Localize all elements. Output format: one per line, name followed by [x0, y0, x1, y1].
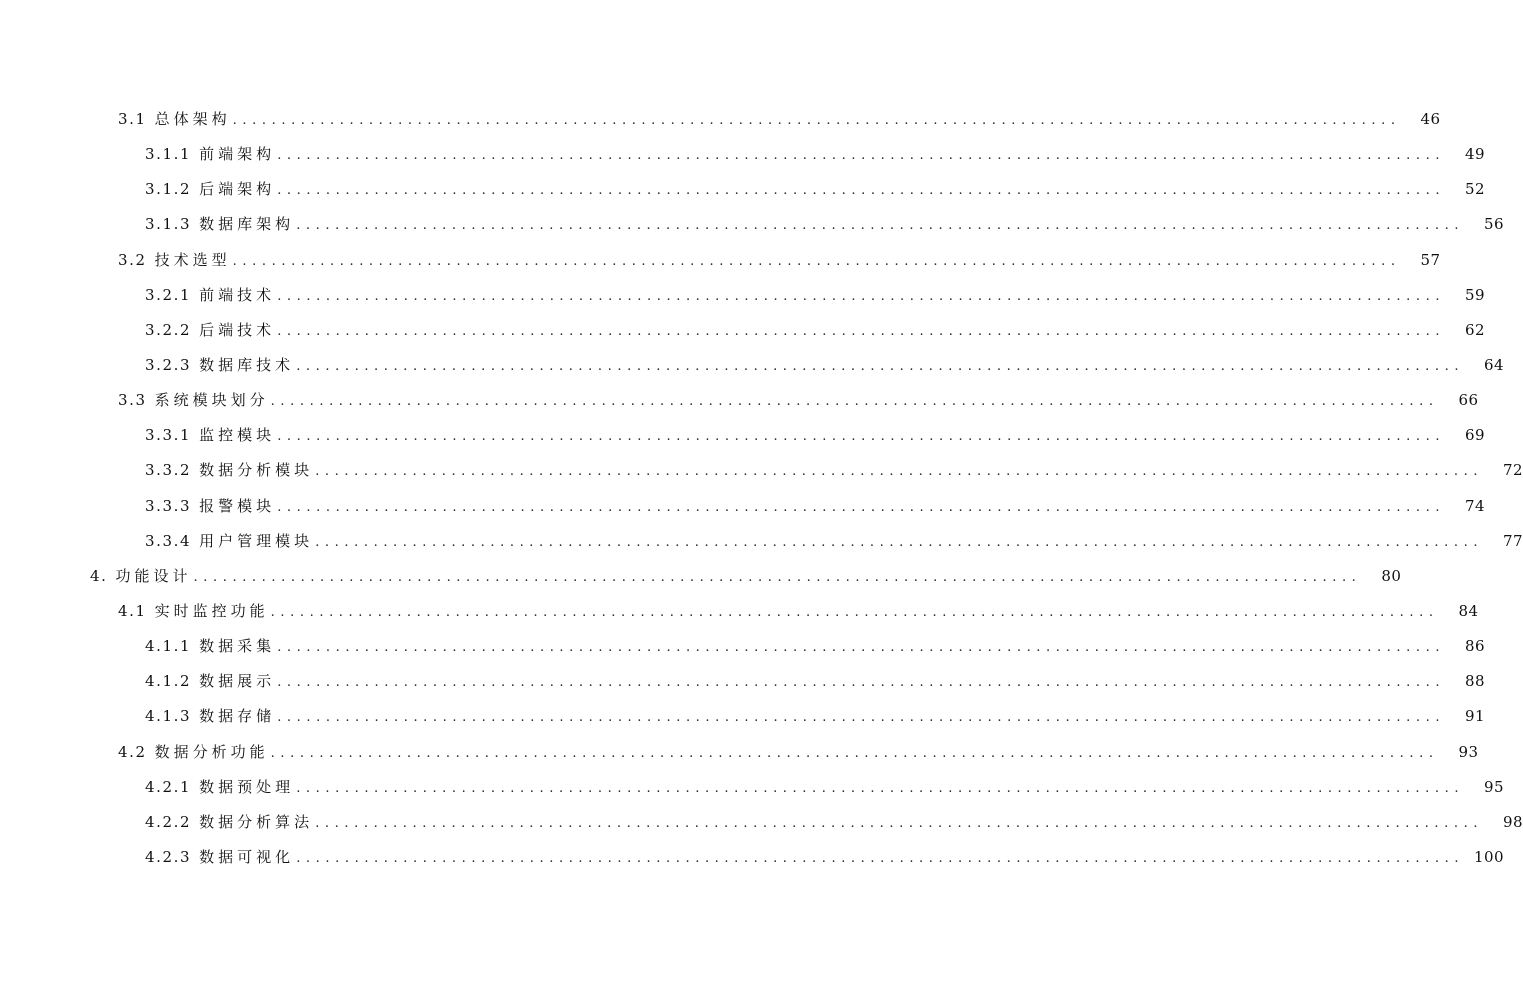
toc-dot-leader: ........................................................................................................................ [232, 113, 1401, 128]
toc-entry-page: 91 [1464, 707, 1486, 726]
toc-entry-number: 3.1.2 [145, 180, 192, 199]
toc-entry-number: 4.1.3 [145, 707, 192, 726]
toc-entry-4-1-2[interactable] [0, 670, 1486, 705]
toc-entry-number: 3.2 [118, 250, 147, 269]
toc-dot-leader: ........................................................................................................................ [232, 253, 1401, 269]
toc-entry-3-1[interactable] [0, 108, 1441, 143]
toc-entry-page: 84 [1458, 601, 1479, 620]
toc-entry-3-3-3[interactable] [0, 495, 1486, 530]
toc-dot-leader: ........................................................................................................................ [277, 323, 1446, 339]
toc-entry-number: 3.3.1 [145, 426, 192, 445]
toc-entry-title: 功能设计 [115, 566, 192, 585]
toc-dot-leader: ........................................................................................................................ [277, 640, 1446, 656]
toc-dot-leader: ........................................................................................................................ [296, 850, 1465, 866]
toc-entry-3-3-4[interactable] [0, 530, 1523, 565]
toc-entry-title: 实时监控功能 [154, 601, 269, 620]
toc-entry-title: 监控模块 [199, 426, 276, 445]
toc-entry-number: 4.1.2 [145, 672, 192, 691]
toc-dot-leader: ........................................................................................................................ [193, 569, 1362, 585]
toc-entry-number: 4.2 [118, 742, 147, 761]
toc-entry-page: 64 [1483, 355, 1505, 374]
toc-entry-number: 3.3.4 [145, 531, 192, 550]
toc-entry-number: 3.1 [118, 110, 147, 128]
toc-entry-page: 59 [1464, 285, 1486, 304]
toc-entry-page: 74 [1464, 496, 1486, 515]
toc-entry-title: 总体架构 [154, 110, 231, 128]
toc-entry-page: 100 [1473, 847, 1505, 866]
toc-dot-leader: ........................................................................................................................ [270, 394, 1439, 410]
toc-entry-4-1-3[interactable] [0, 705, 1486, 740]
toc-entry-4-1-1[interactable] [0, 635, 1486, 670]
toc-dot-leader: ........................................................................................................................ [270, 604, 1439, 620]
toc-entry-page: 72 [1502, 461, 1523, 480]
toc-dot-leader: ........................................................................................................................ [315, 815, 1484, 831]
toc-dot-leader: ........................................................................................................................ [315, 464, 1484, 480]
toc-entry-title: 数据库技术 [199, 355, 295, 374]
toc-entry-3-1-1[interactable] [0, 143, 1486, 178]
toc-dot-leader: ........................................................................................................................ [315, 534, 1484, 550]
toc-entry-4-2-1[interactable] [0, 776, 1505, 811]
toc-dot-leader: ........................................................................................................................ [277, 288, 1446, 304]
toc-entry-number: 4.2.1 [145, 777, 192, 796]
toc-entry-4-2-2[interactable] [0, 811, 1523, 846]
toc-entry-4-2-3[interactable] [0, 846, 1505, 881]
toc-entry-3-2[interactable] [0, 249, 1441, 284]
toc-entry-number: 4.1 [118, 601, 147, 620]
toc-dot-leader: ........................................................................................................................ [296, 218, 1465, 234]
toc-entry-number: 3.2.3 [145, 355, 192, 374]
toc-entry-3-2-1[interactable] [0, 284, 1486, 319]
table-of-contents [0, 108, 1523, 881]
toc-dot-leader: ........................................................................................................................ [277, 710, 1446, 726]
toc-entry-3-1-2[interactable] [0, 178, 1486, 213]
toc-entry-title: 数据存储 [199, 707, 276, 726]
toc-entry-title: 数据分析算法 [199, 812, 314, 831]
toc-entry-number: 3.2.1 [145, 285, 192, 304]
toc-entry-page: 56 [1483, 215, 1505, 234]
toc-entry-4[interactable] [0, 565, 1402, 600]
toc-entry-page: 80 [1381, 566, 1402, 585]
toc-entry-3-1-3[interactable] [0, 213, 1505, 248]
toc-entry-3-2-2[interactable] [0, 319, 1486, 354]
toc-entry-number: 3.2.2 [145, 320, 192, 339]
toc-entry-title: 前端架构 [199, 145, 276, 164]
toc-entry-page: 52 [1464, 180, 1486, 199]
toc-entry-title: 用户管理模块 [199, 531, 314, 550]
toc-entry-page: 62 [1464, 320, 1486, 339]
toc-entry-title: 数据库架构 [199, 215, 295, 234]
toc-entry-page: 46 [1420, 110, 1441, 128]
toc-entry-page: 57 [1420, 250, 1441, 269]
toc-entry-3-3-2[interactable] [0, 459, 1523, 494]
toc-entry-title: 报警模块 [199, 496, 276, 515]
toc-entry-page: 88 [1464, 672, 1486, 691]
toc-entry-title: 前端技术 [199, 285, 276, 304]
toc-entry-page: 66 [1458, 391, 1479, 410]
toc-entry-title: 数据采集 [199, 637, 276, 656]
toc-entry-number: 3.3 [118, 391, 147, 410]
toc-entry-page: 69 [1464, 426, 1486, 445]
toc-entry-4-2[interactable] [0, 741, 1479, 776]
toc-entry-number: 4.1.1 [145, 637, 192, 656]
toc-entry-3-2-3[interactable] [0, 354, 1505, 389]
toc-entry-number: 3.1.3 [145, 215, 192, 234]
toc-entry-number: 4.2.3 [145, 847, 192, 866]
toc-entry-page: 77 [1502, 531, 1523, 550]
toc-dot-leader: ........................................................................................................................ [296, 780, 1465, 796]
toc-entry-number: 4. [90, 566, 108, 585]
toc-entry-title: 数据预处理 [199, 777, 295, 796]
toc-entry-page: 49 [1464, 145, 1486, 164]
toc-dot-leader: ........................................................................................................................ [296, 358, 1465, 374]
toc-entry-title: 数据分析模块 [199, 461, 314, 480]
toc-entry-title: 后端架构 [199, 180, 276, 199]
toc-entry-3-3-1[interactable] [0, 424, 1486, 459]
toc-entry-title: 后端技术 [199, 320, 276, 339]
toc-entry-title: 数据分析功能 [154, 742, 269, 761]
toc-entry-page: 95 [1483, 777, 1505, 796]
toc-entry-title: 数据可视化 [199, 847, 295, 866]
toc-entry-title: 数据展示 [199, 672, 276, 691]
toc-dot-leader: ........................................................................................................................ [277, 148, 1446, 164]
toc-entry-number: 4.2.2 [145, 812, 192, 831]
toc-dot-leader: ........................................................................................................................ [277, 499, 1446, 515]
toc-entry-page: 93 [1458, 742, 1479, 761]
toc-dot-leader: ........................................................................................................................ [270, 745, 1439, 761]
toc-dot-leader: ........................................................................................................................ [277, 183, 1446, 199]
toc-entry-number: 3.1.1 [145, 145, 192, 164]
toc-dot-leader: ........................................................................................................................ [277, 429, 1446, 445]
toc-entry-page: 98 [1502, 812, 1523, 831]
toc-dot-leader: ........................................................................................................................ [277, 675, 1446, 691]
toc-entry-3-3[interactable] [0, 389, 1479, 424]
toc-entry-4-1[interactable] [0, 600, 1479, 635]
toc-entry-title: 系统模块划分 [154, 391, 269, 410]
toc-entry-number: 3.3.3 [145, 496, 192, 515]
toc-entry-number: 3.3.2 [145, 461, 192, 480]
toc-entry-page: 86 [1464, 637, 1486, 656]
toc-entry-title: 技术选型 [154, 250, 231, 269]
